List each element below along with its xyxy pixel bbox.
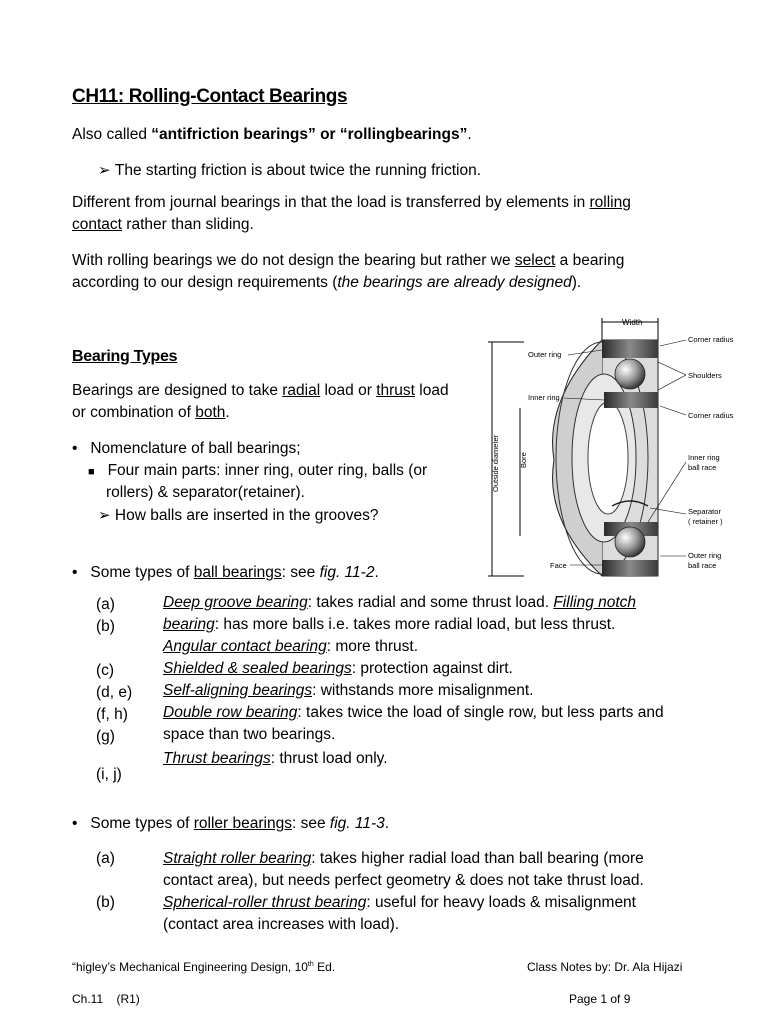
para2-text-c: according to our design requirements (: [72, 274, 338, 291]
label-outside-diameter: Outside diameter: [491, 434, 500, 492]
paragraph-select: [72, 250, 624, 294]
roller-intro-c: .: [384, 815, 390, 832]
bt-radial: radial: [282, 382, 321, 399]
label-face: Face: [550, 561, 567, 570]
intro-prefix: Also called: [72, 126, 152, 143]
footer-source: [72, 960, 335, 974]
arrow-text: The starting friction is about twice the running friction.: [114, 162, 482, 179]
arrow-bullet-icon: ➢: [98, 507, 111, 524]
bt-text-a: Bearings are designed to take: [72, 382, 283, 399]
para1-contact: contact: [72, 216, 122, 233]
filling-notch-term-2: bearing: [163, 616, 215, 633]
straight-roller-desc: : takes higher radial load than ball bearing (more: [311, 850, 644, 867]
spherical-roller-desc-2: (contact area increases with load).: [163, 916, 400, 933]
label-outer-ring-ball-race-1: Outer ring: [688, 551, 722, 560]
footer-page-number: Page 1 of 9: [569, 992, 631, 1006]
bt-text-c: load: [414, 382, 449, 399]
label-corner-radius-mid: Corner radius: [688, 411, 734, 420]
roller-type-descriptions: [163, 848, 644, 936]
arrow-item-friction: [98, 160, 481, 182]
para2-text-b: a bearing: [555, 252, 625, 269]
ball-type-labels: [96, 594, 132, 786]
bore-dimension: [519, 408, 528, 536]
roller-type-labels: [96, 848, 115, 914]
para2-text-a: With rolling bearings we do not design the bearing but rather we: [72, 252, 515, 269]
roller-intro-link: roller bearings: [193, 815, 292, 832]
arrow-item-grooves: [98, 505, 379, 527]
label-outer-ring-ball-race-2: ball race: [688, 561, 717, 570]
bullet-icon: •: [72, 564, 78, 581]
list-item-roller-bearings: [72, 813, 389, 835]
bearing-drawing: [553, 340, 658, 576]
label-inner-ring-ball-race-2: ball race: [688, 463, 717, 472]
self-aligning-desc: : withstands more misalignment.: [312, 682, 534, 699]
footer-source-text: “higley’s Mechanical Engineering Design, 10: [72, 960, 308, 974]
straight-roller-term: Straight roller bearing: [163, 850, 312, 867]
label-separator-1: Separator: [688, 507, 721, 516]
four-parts-line1: Four main parts: inner ring, outer ring, balls (or: [107, 462, 428, 479]
label-corner-radius-top: Corner radius: [688, 335, 734, 344]
ball-bearing-figure: [484, 310, 750, 582]
double-row-desc-2: space than two bearings.: [163, 726, 336, 743]
para1-text-b: rather than sliding.: [121, 216, 254, 233]
double-row-desc: : takes twice the load of single row, but less parts and: [297, 704, 664, 721]
angular-desc: : more thrust.: [326, 638, 419, 655]
nomenclature-text: Nomenclature of ball bearings;: [90, 440, 301, 457]
list-item-ball-bearings: [72, 562, 379, 584]
roller-label-a: (a): [96, 850, 115, 867]
double-row-term: Double row bearing: [163, 704, 298, 721]
shielded-desc: : protection against dirt.: [351, 660, 513, 677]
page-title: CH11: Rolling-Contact Bearings: [72, 86, 348, 107]
list-item-four-parts: [88, 460, 427, 483]
label-outer-ring: Outer ring: [528, 350, 562, 359]
bt-both: both: [195, 404, 226, 421]
roller-intro-fig: fig. 11-3: [329, 815, 385, 832]
section-heading-bearing-types: Bearing Types: [72, 348, 178, 365]
self-aligning-term: Self-aligning bearings: [163, 682, 313, 699]
spherical-roller-desc: : useful for heavy loads & misalignment: [366, 894, 636, 911]
list-item-nomenclature: [72, 438, 301, 460]
bt-text-b: load or: [320, 382, 377, 399]
label-b: (b): [96, 618, 115, 635]
ball-intro-b: : see: [281, 564, 320, 581]
deep-groove-term: Deep groove bearing: [163, 594, 308, 611]
label-c: (c): [96, 662, 115, 679]
thrust-desc: : thrust load only.: [270, 750, 388, 767]
label-width: Width: [622, 318, 643, 327]
ball-type-descriptions: [163, 592, 664, 770]
width-dimension: [602, 318, 658, 340]
ball-intro-a: Some types of: [90, 564, 194, 581]
bullet-icon: •: [72, 815, 78, 832]
intro-line: [72, 124, 472, 146]
square-bullet-icon: ■: [88, 466, 95, 478]
label-a: (a): [96, 596, 115, 613]
shielded-term: Shielded & sealed bearings: [163, 660, 352, 677]
para1-rolling: rolling: [589, 194, 631, 211]
label-d-e: (d, e): [96, 684, 133, 701]
footer-source-sup: th: [307, 961, 314, 968]
ball-intro-link: ball bearings: [193, 564, 282, 581]
para2-text-d: ).: [571, 274, 582, 291]
roller-intro-a: Some types of: [90, 815, 194, 832]
spherical-roller-term: Spherical-roller thrust bearing: [163, 894, 367, 911]
label-shoulders: Shoulders: [688, 371, 722, 380]
label-i-j: (i, j): [96, 766, 122, 783]
bearing-types-paragraph: [72, 380, 449, 424]
label-f-h: (f, h): [96, 706, 128, 723]
bt-text-d: or combination of: [72, 404, 196, 421]
intro-bold: “antifriction bearings” or “rollingbearings”: [151, 126, 468, 143]
roller-label-b: (b): [96, 894, 115, 911]
label-inner-ring-ball-race-1: Inner ring: [688, 453, 720, 462]
label-inner-ring: Inner ring: [528, 393, 560, 402]
ball-intro-fig: fig. 11-2: [319, 564, 375, 581]
how-balls-text: How balls are inserted in the grooves?: [114, 507, 379, 524]
arrow-bullet-icon: ➢: [98, 162, 111, 179]
footer-source-edition: Ed.: [313, 960, 336, 974]
paragraph-journal: [72, 192, 631, 236]
filling-notch-desc: : has more balls i.e. takes more radial load, but less thrust.: [214, 616, 616, 633]
bt-text-e: .: [225, 404, 230, 421]
deep-groove-desc: : takes radial and some thrust load.: [307, 594, 554, 611]
para1-text-a: Different from journal bearings in that the load is transferred by elements in: [72, 194, 590, 211]
filling-notch-term: Filling notch: [553, 594, 637, 611]
straight-roller-desc-2: contact area), but needs perfect geometry & does not take thrust load.: [163, 872, 644, 889]
four-parts-line2: rollers) & separator(retainer).: [106, 484, 305, 501]
footer-chapter: Ch.11 (R1): [72, 992, 140, 1006]
bullet-icon: •: [72, 440, 78, 457]
label-separator-2: ( retainer ): [688, 517, 723, 526]
label-g: (g): [96, 728, 115, 745]
label-bore: Bore: [519, 452, 528, 468]
para2-select: select: [514, 252, 556, 269]
thrust-term: Thrust bearings: [163, 750, 271, 767]
angular-term: Angular contact bearing: [163, 638, 327, 655]
footer-class-notes: Class Notes by: Dr. Ala Hijazi: [527, 960, 683, 974]
intro-suffix: .: [467, 126, 472, 143]
roller-intro-b: : see: [291, 815, 330, 832]
ball-intro-c: .: [374, 564, 379, 581]
bt-thrust: thrust: [376, 382, 415, 399]
para2-italic: the bearings are already designed: [337, 274, 572, 291]
